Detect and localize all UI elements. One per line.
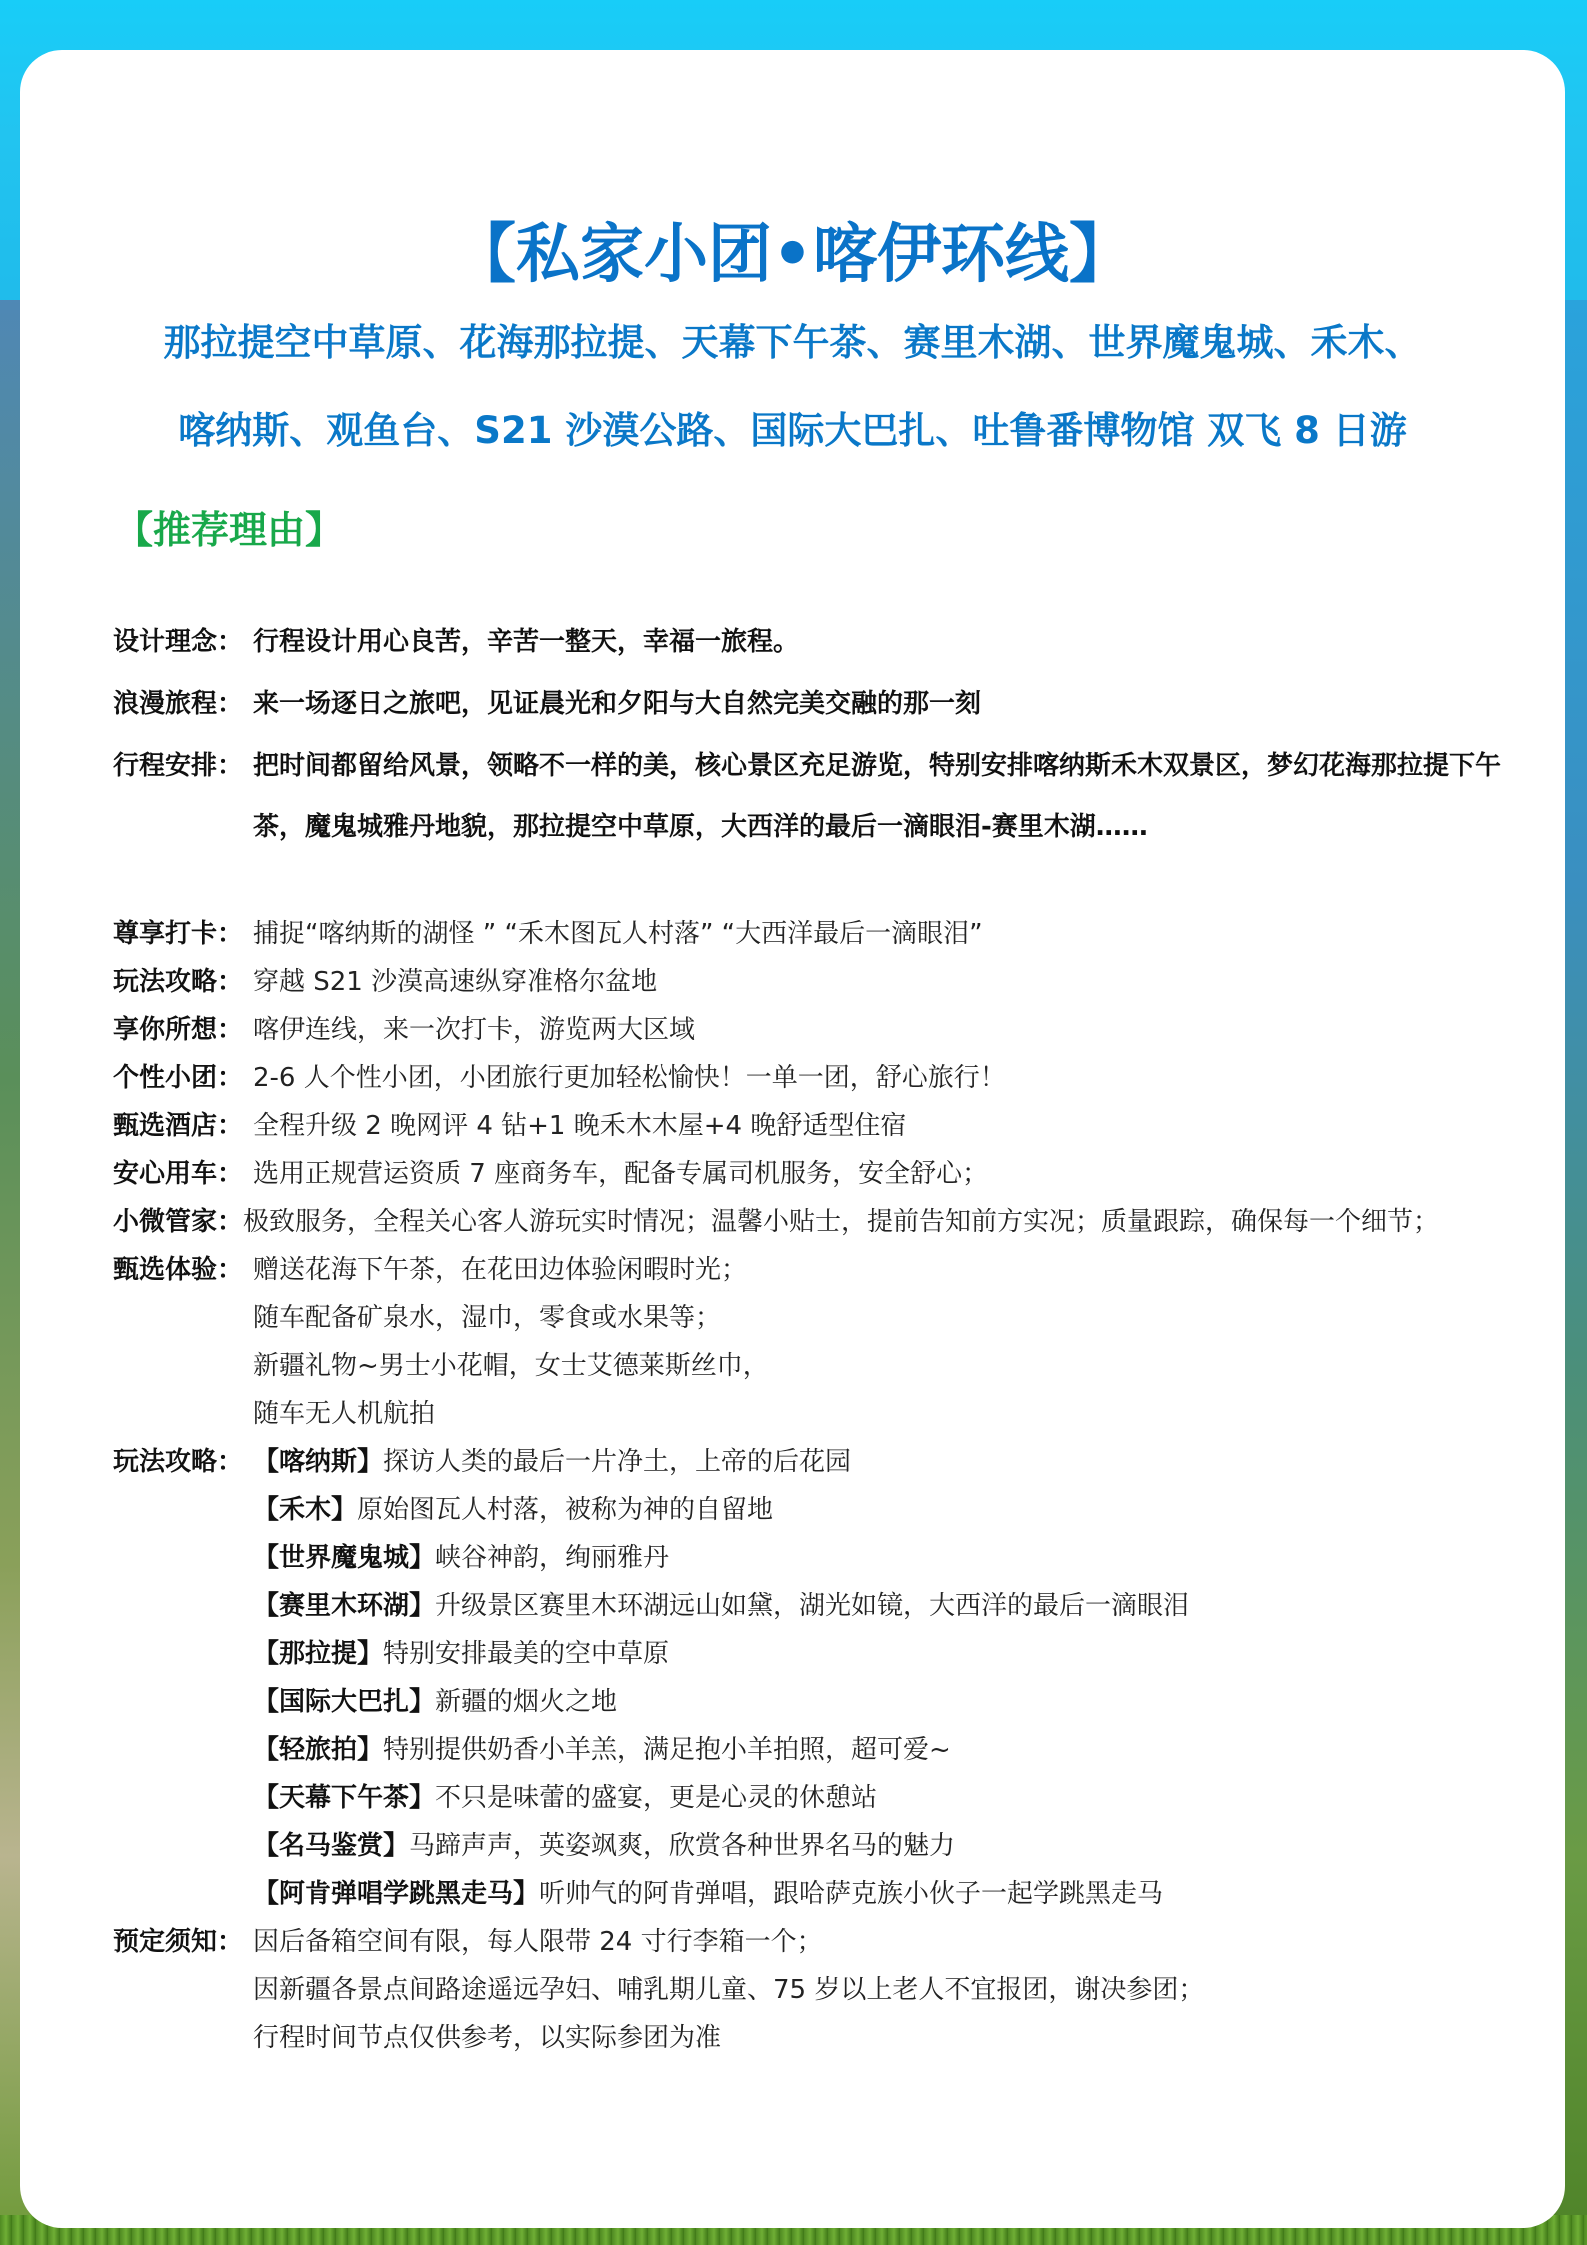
intro-text: 来一场逐日之旅吧，见证晨光和夕阳与大自然完美交融的那一刻 <box>253 689 982 719</box>
experience-line: 随车无人机航拍 <box>253 1399 436 1429</box>
notice-label: 预定须知： <box>113 1927 244 1957</box>
experience-line: 随车配备矿泉水，湿巾，零食或水果等； <box>253 1303 722 1333</box>
list-item-label: 尊享打卡： <box>113 919 244 949</box>
guide-line <box>253 1630 1513 1678</box>
subtitle-line-1: 那拉提空中草原、花海那拉提、天幕下午茶、赛里木湖、世界魔鬼城、禾木、 <box>163 321 1422 364</box>
guide-line <box>253 1486 1513 1534</box>
list-item <box>113 1054 1513 1102</box>
intro-text: 把时间都留给风景，领略不一样的美，核心景区充足游览，特别安排喀纳斯禾木双景区，梦幻花海那拉提下午茶，魔鬼城雅丹地貌，那拉提空中草原，大西洋的最后一滴眼泪-赛里木湖…… <box>253 751 1502 842</box>
experience-line: 赠送花海下午茶，在花田边体验闲暇时光； <box>253 1255 748 1285</box>
guide-line <box>253 1726 1513 1774</box>
experience-line: 新疆礼物~男士小花帽，女士艾德莱斯丝巾， <box>253 1351 769 1381</box>
list-item-label: 享你所想： <box>113 1015 244 1045</box>
guide-line <box>253 1534 1513 1582</box>
list-item-text: 全程升级 2 晚网评 4 钻+1 晚禾木木屋+4 晚舒适型住宿 <box>253 1111 907 1141</box>
list-item <box>113 958 1513 1006</box>
list-item <box>113 1006 1513 1054</box>
notice-line: 因后备箱空间有限，每人限带 24 寸行李箱一个； <box>253 1927 823 1957</box>
guide-spot-name: 【国际大巴扎】 <box>253 1687 436 1717</box>
guide-spot-text: 特别提供奶香小羊羔，满足抱小羊拍照，超可爱~ <box>383 1735 951 1765</box>
experience-label: 甄选体验： <box>113 1255 244 1285</box>
experience-item <box>113 1246 1513 1438</box>
itinerary-card <box>20 50 1565 2228</box>
guide-line <box>253 1582 1513 1630</box>
guide-spot-name: 【名马鉴赏】 <box>253 1831 410 1861</box>
subtitle-line-2: 喀纳斯、观鱼台、S21 沙漠公路、国际大巴扎、吐鲁番博物馆 双飞 8 日游 <box>178 409 1407 452</box>
experience-lines <box>253 1246 1513 1438</box>
intro-row <box>113 620 1513 664</box>
list-item <box>113 910 1513 958</box>
guide-line <box>253 1822 1513 1870</box>
guide-spot-name: 【那拉提】 <box>253 1639 384 1669</box>
notice-line: 行程时间节点仅供参考，以实际参团为准 <box>253 2023 722 2053</box>
guide-line <box>253 1774 1513 1822</box>
list-item-text: 2-6 人个性小团，小团旅行更加轻松愉快！一单一团，舒心旅行！ <box>253 1063 1006 1093</box>
page-title: 【私家小团•喀伊环线】 <box>452 218 1133 292</box>
guide-spot-text: 峡谷神韵，绚丽雅丹 <box>435 1543 670 1573</box>
guide-spot-text: 原始图瓦人村落，被称为神的自留地 <box>357 1495 774 1525</box>
butler-text: 极致服务，全程关心客人游玩实时情况；温馨小贴士，提前告知前方实况；质量跟踪，确保每一个细节； <box>243 1207 1440 1237</box>
guide-spot-text: 马蹄声声，英姿飒爽，欣赏各种世界名马的魅力 <box>409 1831 956 1861</box>
notice-line: 因新疆各景点间路途遥远孕妇、哺乳期儿童、75 岁以上老人不宜报团，谢决参团； <box>253 1975 1205 2005</box>
list-item <box>113 1102 1513 1150</box>
intro-label: 行程安排： <box>113 751 244 781</box>
intro-label: 设计理念： <box>113 627 244 657</box>
list-item-text: 捕捉“喀纳斯的湖怪 ” “禾木图瓦人村落” “大西洋最后一滴眼泪” <box>253 919 983 949</box>
guide-spot-text: 探访人类的最后一片净土，上帝的后花园 <box>383 1447 852 1477</box>
reason-heading: 【推荐理由】 <box>115 508 344 552</box>
list-item-text: 穿越 S21 沙漠高速纵穿准格尔盆地 <box>253 967 658 997</box>
guide-spot-name: 【世界魔鬼城】 <box>253 1543 436 1573</box>
guide-label: 玩法攻略： <box>113 1447 244 1477</box>
guide-spot-name: 【喀纳斯】 <box>253 1447 384 1477</box>
intro-row <box>113 682 1513 726</box>
guide-spot-name: 【禾木】 <box>253 1495 358 1525</box>
guide-spot-name: 【轻旅拍】 <box>253 1735 384 1765</box>
list-item <box>113 1150 1513 1198</box>
list-item-label: 安心用车： <box>113 1159 244 1189</box>
list-item-text: 选用正规营运资质 7 座商务车，配备专属司机服务，安全舒心； <box>253 1159 989 1189</box>
guide-spot-text: 新疆的烟火之地 <box>435 1687 618 1717</box>
guide-line <box>253 1438 1513 1486</box>
butler-label: 小微管家： <box>113 1207 244 1237</box>
guide-spot-text: 不只是味蕾的盛宴，更是心灵的休憩站 <box>435 1783 878 1813</box>
guide-spot-name: 【阿肯弹唱学跳黑走马】 <box>253 1879 540 1909</box>
list-item-label: 甄选酒店： <box>113 1111 244 1141</box>
guide-line <box>253 1678 1513 1726</box>
guide-spot-name: 【天幕下午茶】 <box>253 1783 436 1813</box>
intro-section <box>113 620 1513 876</box>
intro-label: 浪漫旅程： <box>113 689 244 719</box>
guide-spot-name: 【赛里木环湖】 <box>253 1591 436 1621</box>
guide-spot-text: 特别安排最美的空中草原 <box>383 1639 670 1669</box>
guide-line <box>253 1870 1513 1918</box>
butler-item <box>113 1198 1513 1246</box>
list-item-label: 玩法攻略： <box>113 967 244 997</box>
guide-lines <box>253 1438 1513 1918</box>
guide-spot-text: 升级景区赛里木环湖远山如黛，湖光如镜，大西洋的最后一滴眼泪 <box>435 1591 1190 1621</box>
guide-spot-text: 听帅气的阿肯弹唱，跟哈萨克族小伙子一起学跳黑走马 <box>539 1879 1164 1909</box>
list-item-label: 个性小团： <box>113 1063 244 1093</box>
guide-item <box>113 1438 1513 1918</box>
list-item-text: 喀伊连线，来一次打卡，游览两大区域 <box>253 1015 696 1045</box>
intro-text: 行程设计用心良苦，辛苦一整天，幸福一旅程。 <box>253 627 800 657</box>
highlights-section <box>113 910 1513 2062</box>
notice-item <box>113 1918 1513 2062</box>
intro-row <box>113 744 1513 858</box>
notice-lines <box>253 1918 1513 2062</box>
